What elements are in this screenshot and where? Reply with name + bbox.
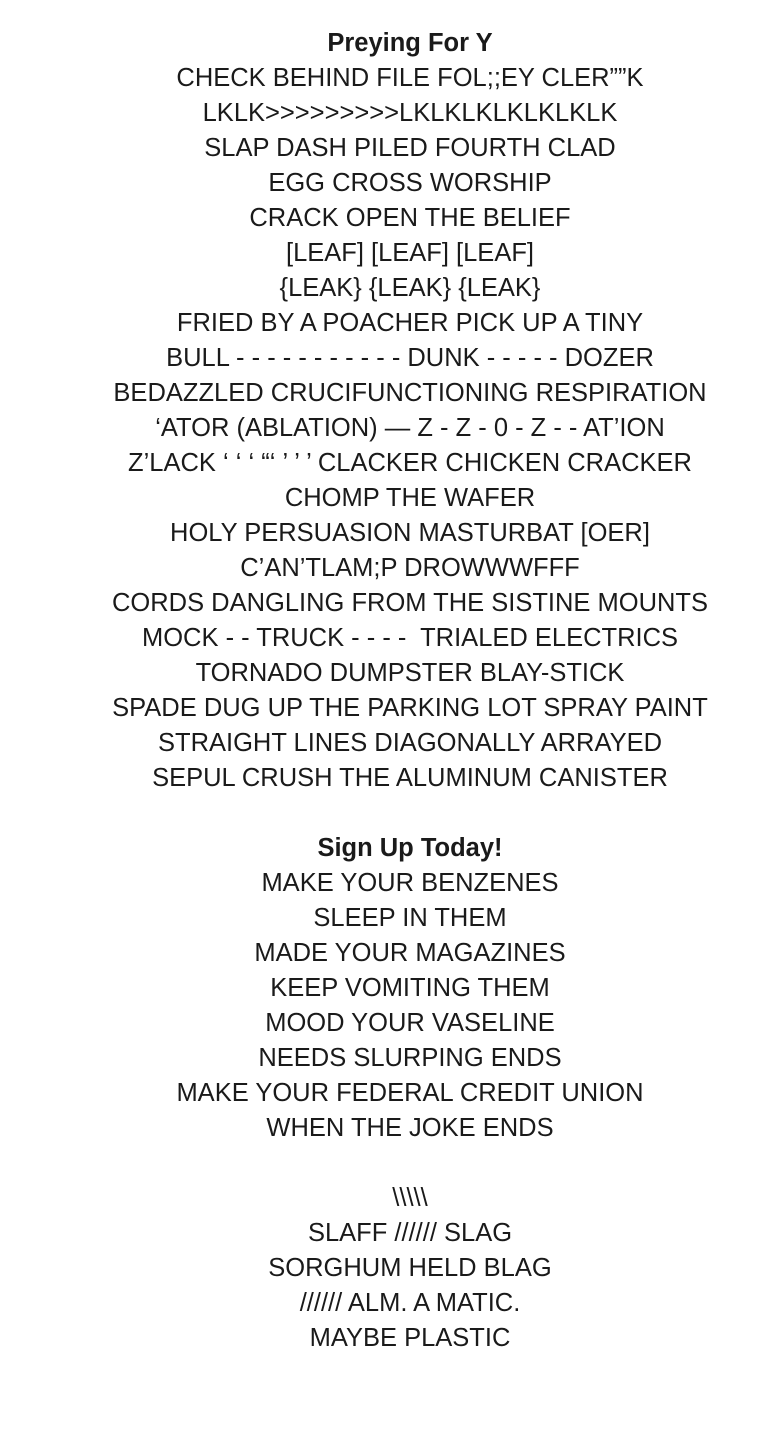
poem-line: SEPUL CRUSH THE ALUMINUM CANISTER (152, 764, 668, 792)
poem-line: SLAP DASH PILED FOURTH CLAD (204, 134, 616, 162)
poem-line: MADE YOUR MAGAZINES (254, 939, 566, 967)
poem-line: C’AN’TLAM;P DROWWWFFF (240, 554, 580, 582)
poem-line: ////// ALM. A MATIC. (299, 1289, 521, 1317)
poem-line: SLAFF ////// SLAG (307, 1219, 513, 1247)
poem-line: KEEP VOMITING THEM (270, 974, 550, 1002)
poem-line: FRIED BY A POACHER PICK UP A TINY (176, 309, 644, 337)
poem-line: {LEAK} {LEAK} {LEAK} (279, 274, 541, 302)
poem-line: ‘ATOR (ABLATION) — Z - Z - 0 - Z - - AT’ION (155, 414, 665, 442)
poem-line: BULL - - - - - - - - - - - DUNK - - - - - DOZER (166, 344, 654, 372)
poem-line: CHECK BEHIND FILE FOL;;EY CLER””K (176, 64, 644, 92)
poem-line: HOLY PERSUASION MASTURBAT [OER] (170, 519, 650, 547)
poem-line: STRAIGHT LINES DIAGONALLY ARRAYED (157, 729, 662, 757)
poem-line: EGG CROSS WORSHIP (268, 169, 552, 197)
poem-line: \\\\\ (392, 1184, 428, 1212)
poem-line: CHOMP THE WAFER (284, 484, 536, 512)
poem-sign-up-today (46, 831, 774, 1146)
poem-line: MOCK - - TRUCK - - - - TRIALED ELECTRICS (141, 624, 678, 652)
poem-line: WHEN THE JOKE ENDS (266, 1114, 554, 1142)
poem-line: SORGHUM HELD BLAG (268, 1254, 552, 1282)
poem-untitled (46, 1181, 774, 1356)
poem-line: MAKE YOUR FEDERAL CREDIT UNION (176, 1079, 644, 1107)
poem-line: BEDAZZLED CRUCIFUNCTIONING RESPIRATION (113, 379, 707, 407)
stanza-break (46, 1146, 774, 1181)
poem-line: MAYBE PLASTIC (309, 1324, 511, 1352)
poem-line: SPADE DUG UP THE PARKING LOT SPRAY PAINT (112, 694, 708, 722)
poem-line: SLEEP IN THEM (313, 904, 507, 932)
poem-line: LKLK>>>>>>>>>LKLKLKLKLKLKLK (202, 99, 618, 127)
poem-line: Z’LACK ‘ ‘ ‘ “‘ ’ ’ ’ CLACKER CHICKEN CRACKER (128, 449, 692, 477)
poem-title: Preying For Y (327, 29, 493, 57)
stanza-break (46, 796, 774, 831)
poem-line: MOOD YOUR VASELINE (265, 1009, 555, 1037)
poem-title: Sign Up Today! (317, 834, 503, 862)
poem-line: CRACK OPEN THE BELIEF (249, 204, 571, 232)
poem-page (0, 26, 774, 1356)
poem-line: NEEDS SLURPING ENDS (258, 1044, 562, 1072)
poem-line: MAKE YOUR BENZENES (261, 869, 559, 897)
poem-preying-for-y (46, 26, 774, 796)
poem-line: [LEAF] [LEAF] [LEAF] (285, 239, 534, 267)
poem-line: CORDS DANGLING FROM THE SISTINE MOUNTS (112, 589, 708, 617)
poem-line: TORNADO DUMPSTER BLAY-STICK (195, 659, 625, 687)
